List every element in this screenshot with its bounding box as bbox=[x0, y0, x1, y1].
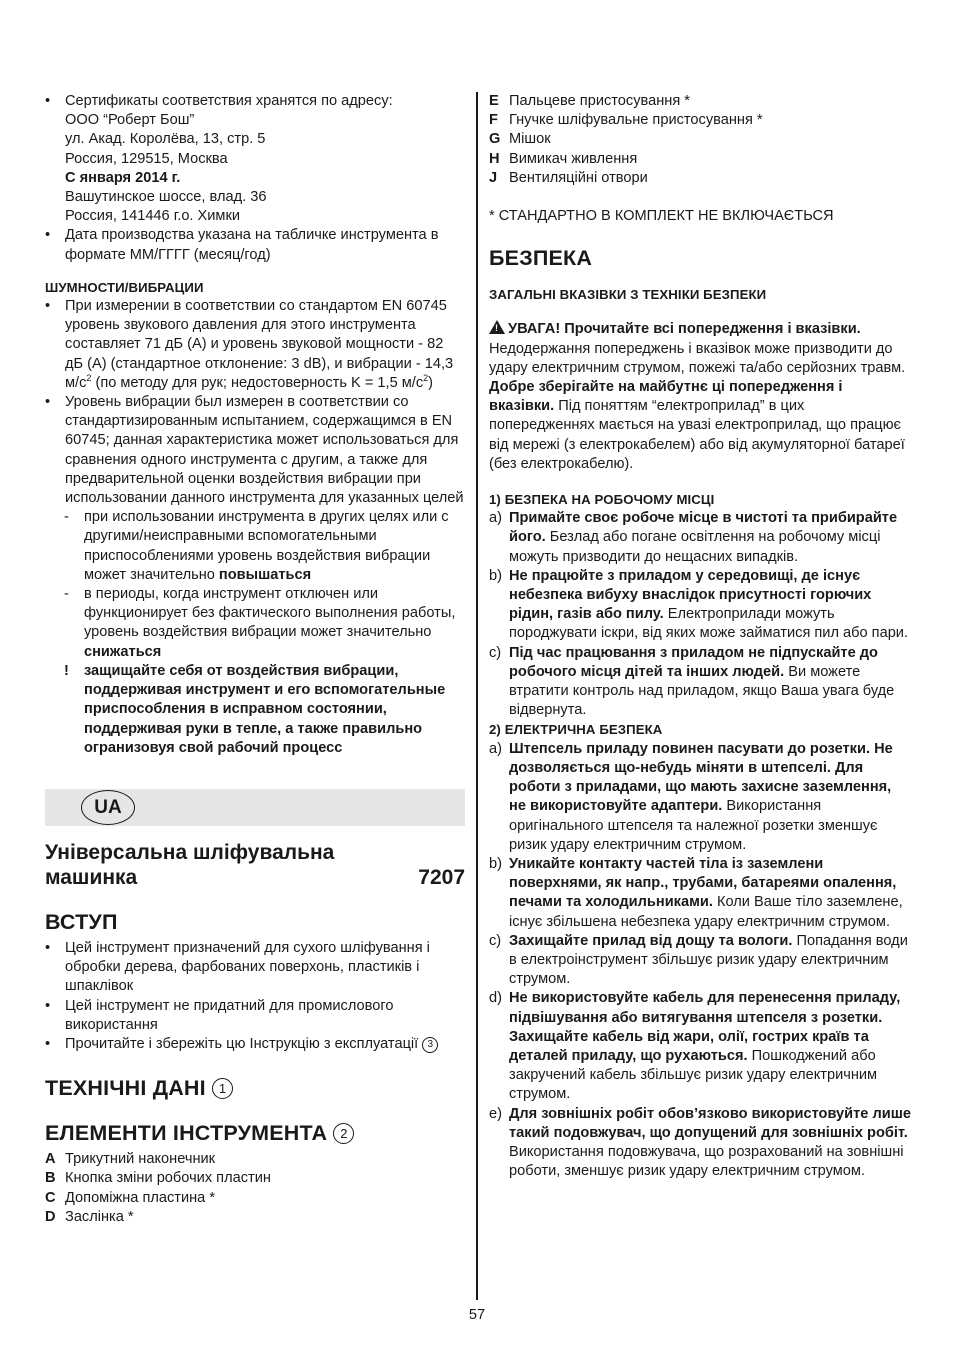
elements-heading: ЕЛЕМЕНТИ ІНСТРУМЕНТА 2 bbox=[45, 1121, 465, 1146]
electrical-item: d) Не використовуйте кабель для перенесення приладу, підвішування або витягування штепселя з розетки. Захищайте кабель від жари, олії, гострих країв та деталей приладу, що рухаються. Пошкоджений або закручений кабель збільшує ризик удару електричним струмом. bbox=[489, 990, 901, 1103]
element-item: G Мішок bbox=[489, 131, 551, 148]
work-item: b) Не працюйте з приладом у середовищі, де існує небезпека вибуху внаслідок присутності горючих рідин, газів або пилу. Електроприлади можуть породжувати іскри, від яких може займатися пил або пари. bbox=[489, 567, 909, 642]
tech-heading: ТЕХНІЧНІ ДАНІ 1 bbox=[45, 1076, 465, 1101]
warning-paragraph: ! УВАГА! Прочитайте всі попередження і вказівки. Недодержання попереджень і вказівок може призводити до удару електричним струмом, пожежі та/або серйозних травм. Добре зберігайте на майбутнє ці попередження і вказівки. Під поняттям “електроприлад” в цих попередженнях мається на увазі електроприлад, що працює від мережі (з електрокабелем) або від акумуляторної батареї (без електрокабелю). bbox=[489, 321, 906, 472]
figure-ref-1: 1 bbox=[212, 1078, 233, 1099]
product-number: 7207 bbox=[418, 865, 465, 889]
safety-heading: БЕЗПЕКА bbox=[489, 246, 593, 271]
element-item: C Допоміжна пластина * bbox=[45, 1189, 216, 1206]
noise-bullet: • Уровень вибрации был измерен в соответствии со стандартизированным испытанием, содержащимся в EN 60745; данная характеристика может использоваться для сравнения одного инструмента с другим, а также для предварительной оценки воздействия вибрации при использовании данного инструмента для указанных целей bbox=[45, 393, 465, 508]
element-item: B Кнопка зміни робочих пластин bbox=[45, 1170, 271, 1187]
noise-bullet: • При измерении в соответствии со стандартом EN 60745 уровень звукового давления для этого инструмента составляет 71 дБ (A) и уровень звуковой мощности - 82 дБ (A) (стандартное отклонение: 3 dB), и вибрации - 14,3 $м/с^2$ (по методу для рук; недостоверность K = 1,5 $м/с^2$) bbox=[45, 297, 465, 393]
element-item: J Вентиляційні отвори bbox=[489, 169, 648, 186]
intro-bullet: • Цей інструмент призначений для сухого шліфування і обробки дерева, фарбованих поверхонь, пластиків і шпаклівок bbox=[45, 939, 465, 997]
element-item: H Вимикач живлення bbox=[489, 150, 638, 167]
work-item: a) Примайте своє робоче місце в чистоті та прибирайте його. Безлад або погане освітлення на робочому місці можуть призводити до нещасних випадків. bbox=[489, 510, 898, 565]
element-item: D Заслінка * bbox=[45, 1208, 134, 1225]
noise-heading: ШУМНОСТИ/ВИБРАЦИИ bbox=[45, 279, 204, 295]
cert-address-line: Россия, 129515, Москва bbox=[65, 150, 228, 167]
product-title-block bbox=[45, 840, 465, 890]
dash-item: - в периоды, когда инструмент отключен или функционирует без фактического выполнения работы, уровень воздействия вибрации может значительно снижаться bbox=[64, 586, 456, 660]
work-safety-heading: 1) БЕЗПЕКА НА РОБОЧОМУ МІСЦІ bbox=[489, 492, 715, 508]
right-column bbox=[489, 92, 911, 1181]
cert-address-line: Вашутинское шоссе, влад. 36 bbox=[65, 189, 267, 206]
warning-icon: ! bbox=[489, 320, 505, 334]
electrical-item: e) Для зовнішніх робіт обов’язково використовуйте лише такий подовжувач, що допущений для зовнішніх робіт. Використання подовжувача, що розрахований на зовнішні роботи, зменшує ризик удару електричним струмом. bbox=[489, 1105, 911, 1180]
cert-bullet bbox=[45, 92, 465, 226]
electrical-item: c) Захищайте прилад від дощу та вологи. Попадання води в електроінструмент збільшує ризик удару електричним струмом. bbox=[489, 932, 908, 988]
work-item: c) Під час працювання з приладом не підпускайте до робочого місця дітей та інших людей. Ви можете втратити контроль над приладом, якщо Ваша увага буде відвернута. bbox=[489, 644, 895, 719]
intro-bullet: • Цей інструмент не придатний для промислового використання bbox=[45, 997, 465, 1035]
element-item: A Трикутний наконечник bbox=[45, 1151, 216, 1168]
dash-item: - при использовании инструмента в других целях или с другими/неисправными вспомогательными приспособлениями уровень воздействия вибрации может значительно повышаться bbox=[64, 509, 449, 583]
cert-since: С января 2014 г. bbox=[65, 169, 181, 186]
intro-bullet: • Прочитайте і збережіть цю Інструкцію з експлуатації 3 bbox=[45, 1035, 465, 1054]
electrical-safety-heading: 2) ЕЛЕКТРИЧНА БЕЗПЕКА bbox=[489, 722, 663, 738]
electrical-item: a) Штепсель приладу повинен пасувати до розетки. Не дозволяється що-небудь міняти в штепселі. Для роботи з приладами, що мають захисне заземлення, не використовуйте адаптери. Використання оригінального штепселя та належної розетки зменшує ризик удару електричним струмом. bbox=[489, 740, 893, 853]
electrical-item: b) Уникайте контакту частей тіла із заземлени поверхнями, як напр., трубами, батареями опалення, печами та холодильниками. Коли Ваше тіло заземлене, існує збільшена небезпека удару електричним струмом. bbox=[489, 855, 903, 930]
product-title: Універсальна шліфувальна машинка bbox=[45, 840, 335, 889]
language-badge: UA bbox=[81, 790, 135, 825]
general-safety-heading: ЗАГАЛЬНІ ВКАЗІВКИ З ТЕХНІКИ БЕЗПЕКИ bbox=[489, 287, 767, 303]
cert-company: ООО “Роберт Бош” bbox=[65, 112, 195, 129]
figure-ref-2: 2 bbox=[333, 1123, 354, 1144]
element-item: E Пальцеве пристосування * bbox=[489, 93, 690, 109]
left-column bbox=[45, 92, 465, 1227]
figure-ref-3: 3 bbox=[422, 1037, 438, 1053]
element-item: F Гнучке шліфувальне пристосування * bbox=[489, 112, 763, 129]
language-bar bbox=[45, 789, 465, 826]
page-number: 57 bbox=[468, 1307, 486, 1323]
cert-address-line: Россия, 141446 г.о. Химки bbox=[65, 208, 240, 225]
cert-intro: • Сертификаты соответствия хранятся по адресу: bbox=[65, 93, 393, 109]
column-divider bbox=[476, 92, 478, 1300]
footnote: * СТАНДАРТНО В КОМПЛЕКТ НЕ ВКЛЮЧАЄТЬСЯ bbox=[489, 208, 834, 225]
date-bullet: • Дата производства указана на табличке инструмента в формате ММ/ГГГГ (месяц/год) bbox=[45, 226, 465, 264]
exclamation-item: ! защищайте себя от воздействия вибрации, поддерживая инструмент и его вспомогательные приспособления в исправном состоянии, поддерживая руки в тепле, а также правильно огранизовуя свой рабочий процесс bbox=[64, 662, 446, 756]
cert-address-line: ул. Акад. Королёва, 13, стр. 5 bbox=[65, 131, 266, 148]
intro-heading: ВСТУП bbox=[45, 909, 118, 934]
